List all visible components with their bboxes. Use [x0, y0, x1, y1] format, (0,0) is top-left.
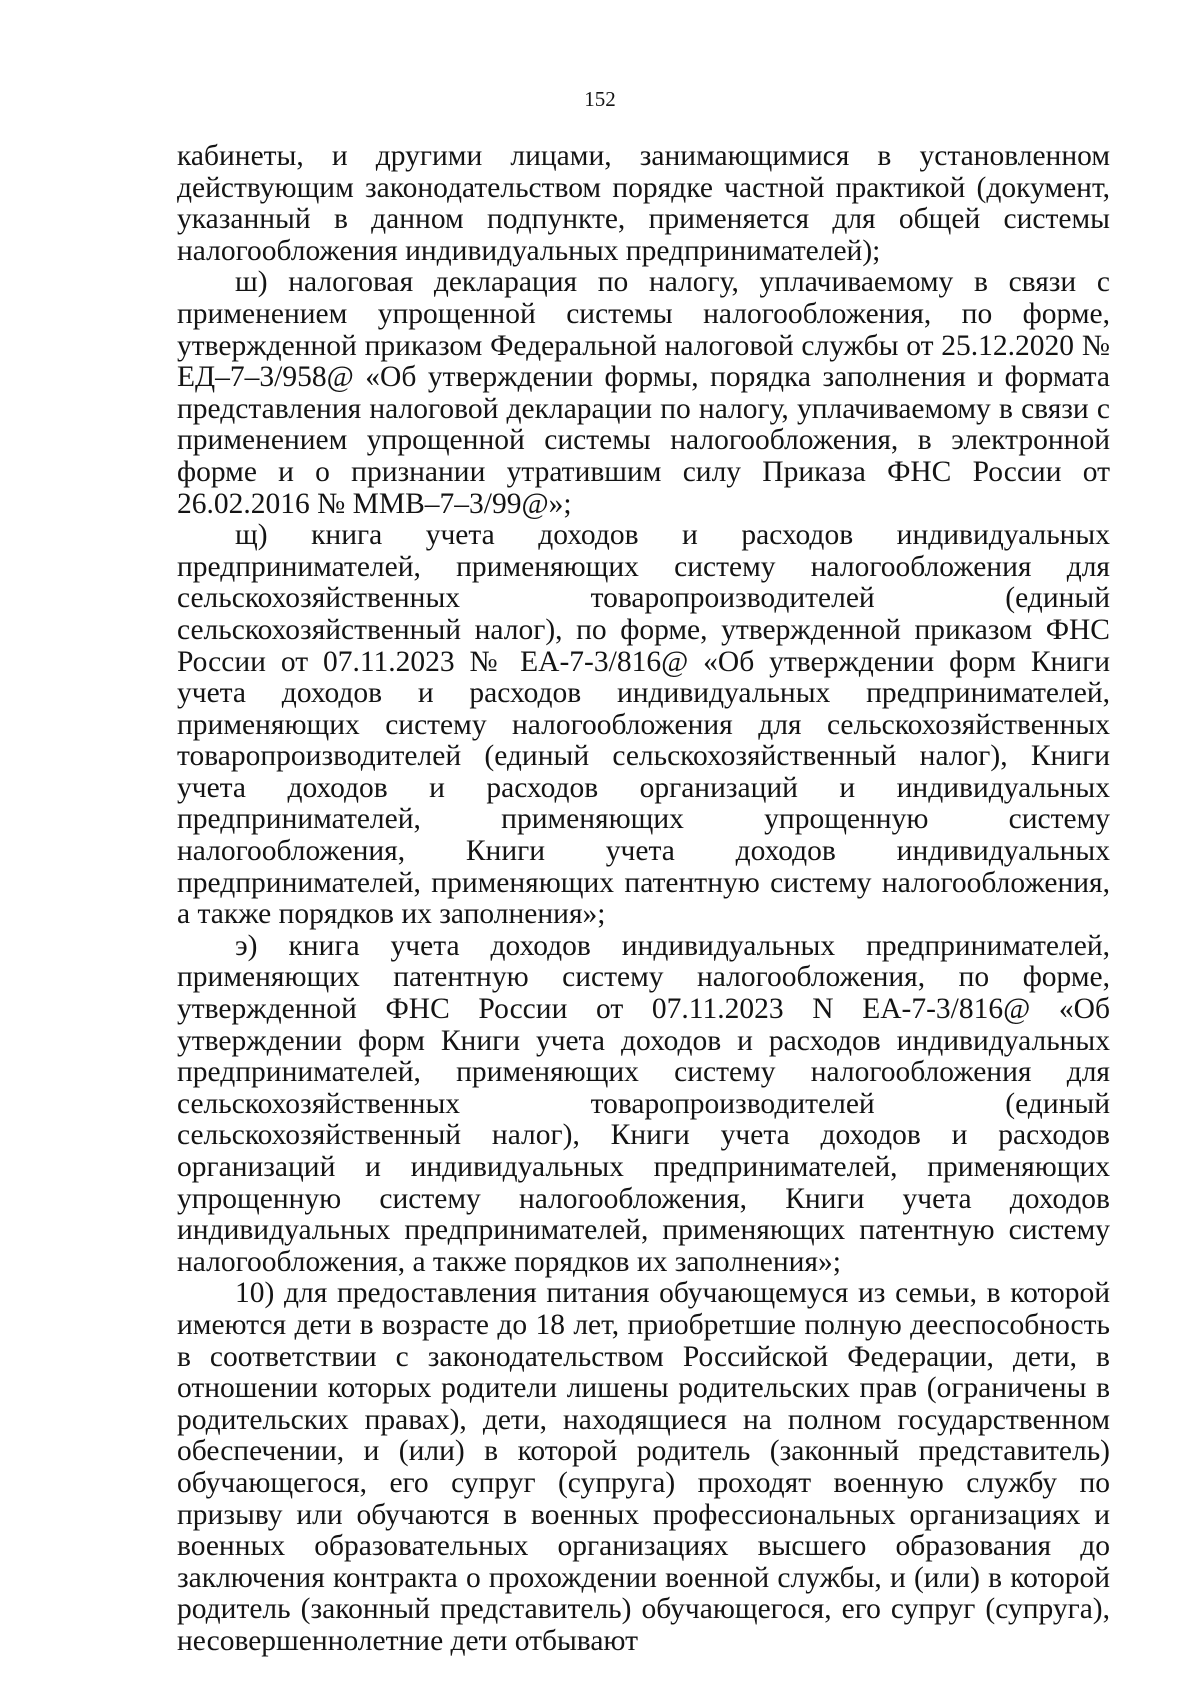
paragraph-item-sha: ш) налоговая декларация по налогу, уплачиваемому в связи с применением упрощенной системы налогообложения, по форме, утвержденной приказом Федеральной налоговой службы от 25.12.2020 № ЕД–7–3/958@ «Об утверждении формы, порядка заполнения и формата представления налоговой декларации по налогу, уплачиваемому в связи с применением упрощенной системы налогообложения, в электронной форме и о признании утратившим силу Приказа ФНС России от 26.02.2016 № ММВ–7–3/99@»; [177, 266, 1110, 520]
page-number: 152 [584, 87, 616, 111]
paragraph-item-e: э) книга учета доходов индивидуальных предпринимателей, применяющих патентную систему налогообложения, по форме, утвержденной ФНС России от 07.11.2023 N ЕА-7-3/816@ «Об утверждении форм Книги учета доходов и расходов индивидуальных предпринимателей, применяющих систему налогообложения для сельскохозяйственных товаропроизводителей (единый сельскохозяйственный налог), Книги учета доходов и расходов организаций и индивидуальных предпринимателей, применяющих упрощенную систему налогообложения, Книги учета доходов индивидуальных предпринимателей, применяющих патентную систему налогообложения, а также порядков их заполнения»; [177, 929, 1110, 1278]
paragraph-item-10: 10) для предоставления питания обучающемуся из семьи, в которой имеются дети в возрасте до 18 лет, приобретшие полную дееспособность в соответствии с законодательством Российской Федерации, дети, в отношении которых родители лишены родительских прав (ограничены в родительских правах), дети, находящиеся на полном государственном обеспечении, и (или) в которой родитель (законный представитель) обучающегося, его супруг (супруга) проходят военную службу по призыву или обучаются в военных профессиональных организациях и военных образовательных организациях высшего образования до заключения контракта о прохождении военной службы, и (или) в которой родитель (законный представитель) обучающегося, его супруг (супруга), несовершеннолетние дети отбывают [177, 1277, 1110, 1657]
paragraph-item-shcha: щ) книга учета доходов и расходов индивидуальных предпринимателей, применяющих систему налогообложения для сельскохозяйственных товаропроизводителей (единый сельскохозяйственный налог), по форме, утвержденной приказом ФНС России от 07.11.2023 № ЕА-7-3/816@ «Об утверждении форм Книги учета доходов и расходов индивидуальных предпринимателей, применяющих систему налогообложения для сельскохозяйственных товаропроизводителей (единый сельскохозяйственный налог), Книги учета доходов и расходов организаций и индивидуальных предпринимателей, применяющих упрощенную систему налогообложения, Книги учета доходов индивидуальных предпринимателей, применяющих патентную систему налогообложения, а также порядков их заполнения»; [177, 519, 1110, 931]
paragraph-continuation: кабинеты, и другими лицами, занимающимися в установленном действующим законодательством порядке частной практикой (документ, указанный в данном подпункте, применяется для общей системы налогообложения индивидуальных предпринимателей); [177, 140, 1110, 267]
document-body [177, 141, 1110, 1658]
